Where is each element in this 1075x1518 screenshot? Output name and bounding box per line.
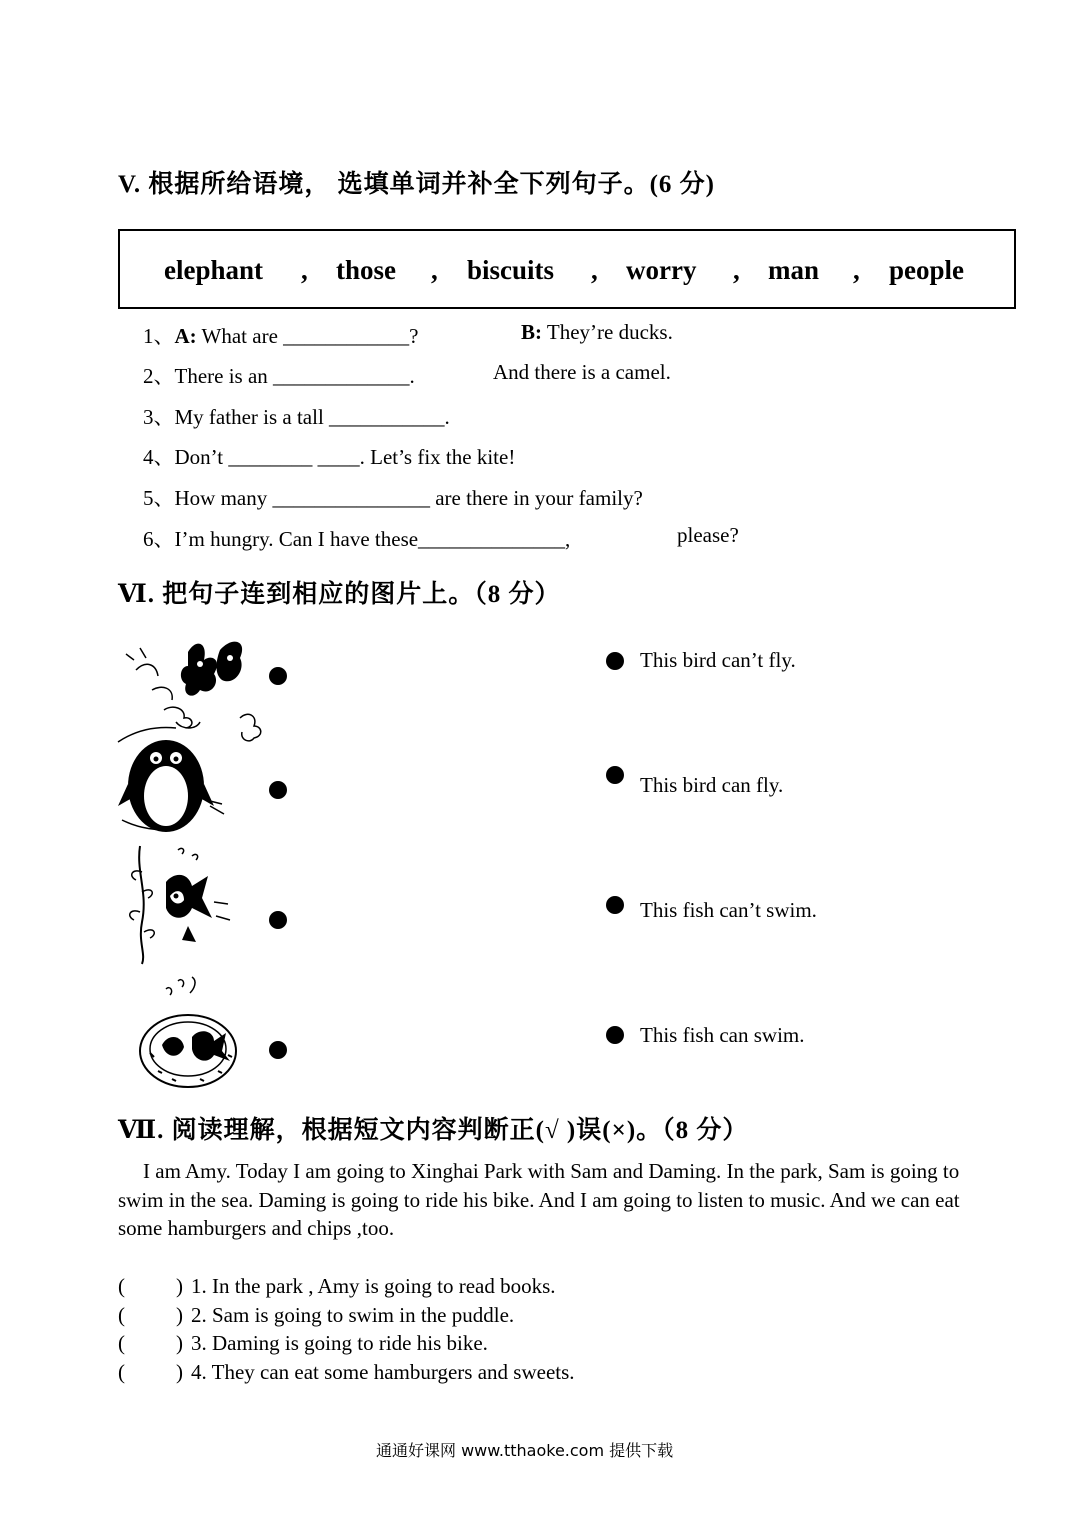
match-dot-left-4[interactable]: [269, 1041, 287, 1059]
item-text: My father is a tall ___________.: [174, 405, 450, 429]
item-text: How many _______________ are there in your family?: [174, 486, 643, 510]
item-number: 4、: [143, 445, 175, 469]
word-bank-item: biscuits: [467, 255, 555, 285]
match-sentence-1: This bird can’t fly.: [640, 648, 796, 672]
item-number: 6、: [143, 527, 175, 551]
word-bank-separator: ,: [591, 255, 598, 285]
section-6-title: Ⅵ. 把句子连到相应的图片上。（8 分）: [118, 581, 561, 608]
match-sentence-3: This fish can’t swim.: [640, 898, 817, 922]
fill-item-3: [143, 401, 450, 431]
match-sentence-4: This fish can swim.: [640, 1023, 805, 1047]
word-bank: [118, 229, 1016, 309]
speaker-b-label: B:: [521, 320, 542, 344]
judge-bracket-open[interactable]: (: [118, 1331, 125, 1355]
word-bank-item: man: [768, 255, 820, 285]
judge-question-3: 3. Daming is going to ride his bike.: [191, 1331, 488, 1355]
judge-bracket-open[interactable]: (: [118, 1360, 125, 1384]
fill-item-1: [143, 320, 418, 350]
item-text: There is an _____________.: [174, 364, 415, 388]
item-number: 5、: [143, 486, 175, 510]
section-5-title: V. 根据所给语境， 选填单词并补全下列句子。(6 分): [118, 171, 715, 198]
judge-bracket-close: ): [176, 1360, 183, 1384]
fill-item-2-extra: And there is a camel.: [493, 360, 671, 384]
match-dot-left-2[interactable]: [269, 781, 287, 799]
footer-text: 通通好课网 www.tthaoke.com 提供下载: [376, 1441, 674, 1460]
speaker-a-label: A:: [174, 324, 197, 348]
penguin-icon: [118, 734, 238, 839]
fill-item-4: [143, 441, 515, 471]
match-dot-right-4[interactable]: [606, 1026, 624, 1044]
section-7-title: Ⅶ. 阅读理解，根据短文内容判断正(√ )误(×)。（8 分）: [118, 1117, 749, 1144]
fill-item-6-extra: please?: [677, 523, 739, 547]
judge-question-2: 2. Sam is going to swim in the puddle.: [191, 1303, 515, 1327]
fill-item-6: [143, 523, 570, 553]
judge-question-1: 1. In the park , Amy is going to read books.: [191, 1274, 556, 1298]
fill-item-2: [143, 360, 415, 390]
item-text: I’m hungry. Can I have these______________,: [174, 527, 571, 551]
judge-bracket-close: ): [176, 1331, 183, 1355]
judge-bracket-close: ): [176, 1303, 183, 1327]
word-bank-separator: ,: [733, 255, 740, 285]
word-bank-separator: ,: [301, 255, 308, 285]
fish-bowl-icon: [136, 975, 246, 1093]
item-number: 2、: [143, 364, 175, 388]
word-bank-item: people: [889, 255, 965, 285]
fish-swimming-icon: [118, 842, 243, 967]
reading-passage: I am Amy. Today I am going to Xinghai Park with Sam and Daming. In the park, Sam is going to swim in the sea. Daming is going to ride his bike. And I am going to listen to music. And we can eat some hamburgers and chips ,too.: [118, 1159, 960, 1240]
item-text: They’re ducks.: [542, 320, 673, 344]
match-dot-left-1[interactable]: [269, 667, 287, 685]
judge-bracket-open[interactable]: (: [118, 1274, 125, 1298]
word-bank-separator: ,: [431, 255, 438, 285]
match-dot-left-3[interactable]: [269, 911, 287, 929]
match-dot-right-1[interactable]: [606, 652, 624, 670]
judge-question-4: 4. They can eat some hamburgers and sweets.: [191, 1360, 575, 1384]
judge-bracket-close: ): [176, 1274, 183, 1298]
word-bank-item: those: [336, 255, 396, 285]
item-number: 1、: [143, 324, 175, 348]
item-text: Don’t ________ ____. Let’s fix the kite!: [174, 445, 516, 469]
item-number: 3、: [143, 405, 175, 429]
word-bank-item: elephant: [164, 255, 264, 285]
item-text: What are ____________?: [196, 324, 419, 348]
match-sentence-2: This bird can fly.: [640, 773, 784, 797]
fill-item-1-answer: [521, 320, 673, 345]
word-bank-separator: ,: [853, 255, 860, 285]
bird-flying-icon: [116, 630, 276, 750]
match-dot-right-3[interactable]: [606, 896, 624, 914]
judge-bracket-open[interactable]: (: [118, 1303, 125, 1327]
fill-item-5: [143, 482, 643, 512]
match-dot-right-2[interactable]: [606, 766, 624, 784]
word-bank-item: worry: [626, 255, 697, 285]
